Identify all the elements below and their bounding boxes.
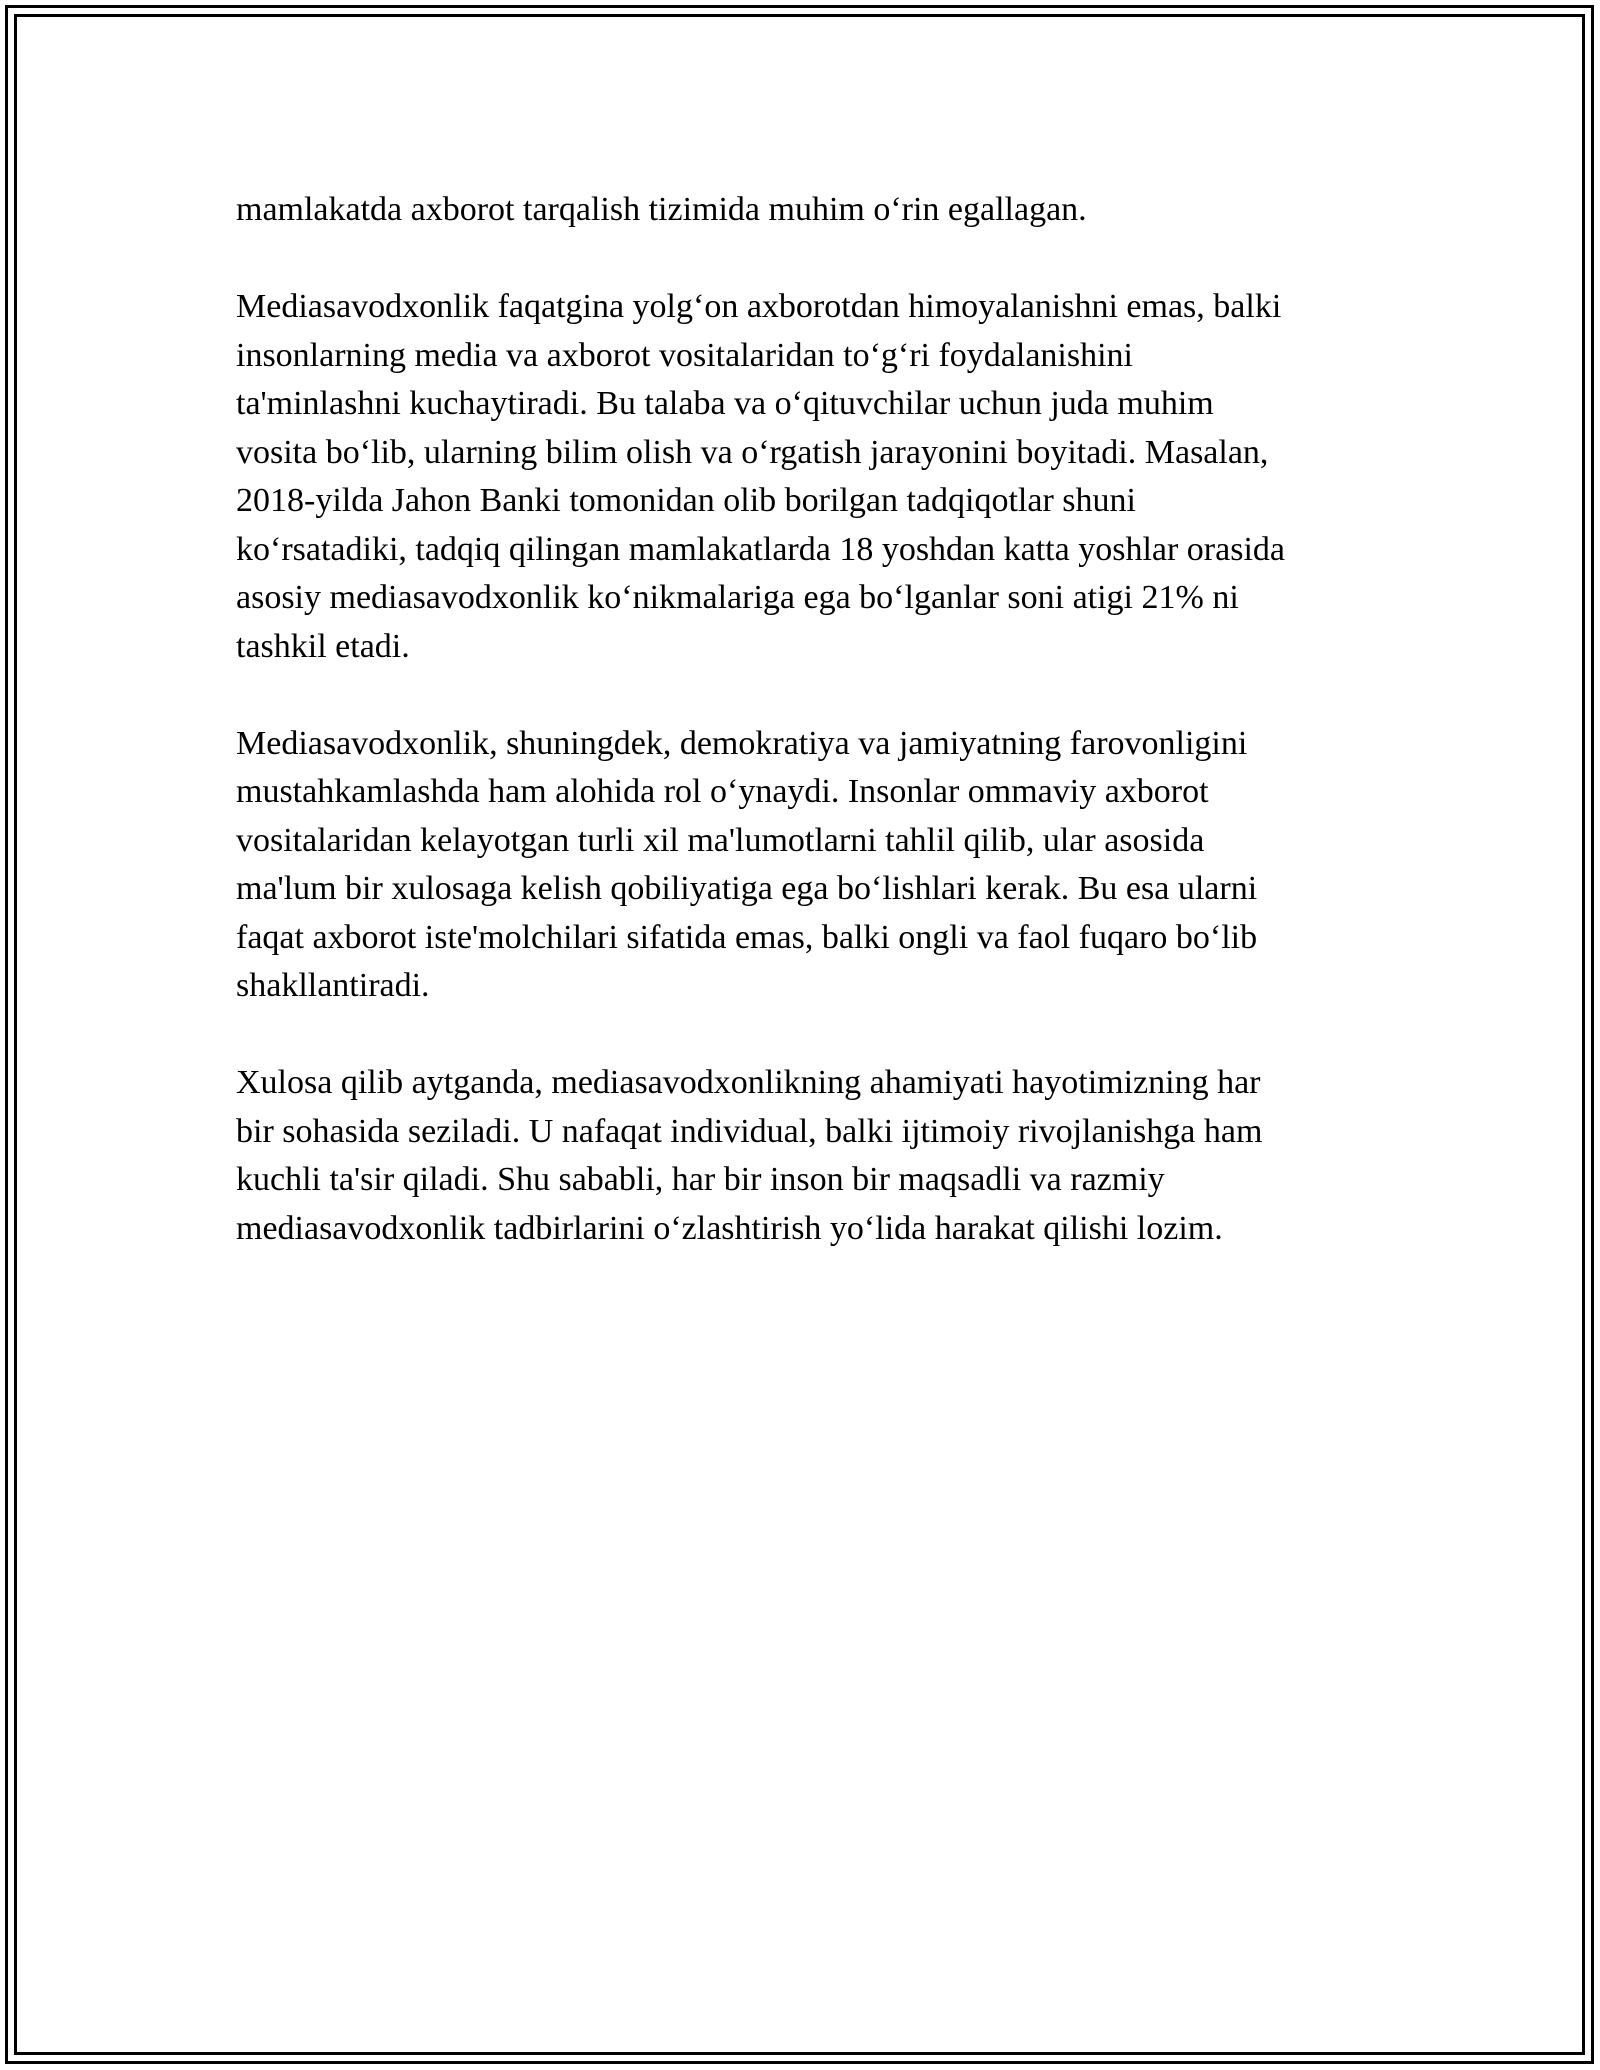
paragraph-spacer [236, 1011, 1386, 1060]
text-line: ko‘rsatadiki, tadqiq qilingan mamlakatlarda 18 yoshdan katta yoshlar orasida [236, 530, 1285, 568]
text-line: bir sohasida seziladi. U nafaqat individual, balki ijtimoiy rivojlanishga ham [236, 1112, 1263, 1150]
document-body [236, 186, 1386, 1253]
text-line: vositalaridan kelayotgan turli xil ma'lumotlarni tahlil qilib, ular asosida [236, 821, 1205, 859]
text-line: vosita bo‘lib, ularning bilim olish va o‘rgatish jarayonini boyitadi. Masalan, [236, 433, 1269, 471]
text-line: shakllantiradi. [236, 967, 430, 1004]
text-line: insonlarning media va axborot vositalaridan to‘g‘ri foydalanishini [236, 336, 1133, 374]
paragraph-4 [236, 1059, 1386, 1253]
text-line: tashkil etadi. [236, 627, 410, 665]
text-line: Xulosa qilib aytganda, mediasavodxonlikning ahamiyati hayotimizning har [236, 1064, 1261, 1101]
text-line: kuchli ta'sir qiladi. Shu sababli, har bir inson bir maqsadli va razmiy [236, 1161, 1165, 1198]
text-line: mustahkamlashda ham alohida rol o‘ynaydi. Insonlar ommaviy axborot [236, 773, 1209, 810]
paragraph-3 [236, 720, 1386, 1011]
paragraph-2 [236, 283, 1386, 671]
text-line: ta'minlashni kuchaytiradi. Bu talaba va o‘qituvchilar uchun juda muhim [236, 385, 1214, 422]
text-line: mediasavodxonlik tadbirlarini o‘zlashtirish yo‘lida harakat qilishi lozim. [236, 1209, 1223, 1247]
text-line: Mediasavodxonlik, shuningdek, demokratiya va jamiyatning farovonligini [236, 724, 1248, 762]
text-line: asosiy mediasavodxonlik ko‘nikmalariga ega bo‘lganlar soni atigi 21% ni [236, 579, 1239, 616]
text-line: Mediasavodxonlik faqatgina yolg‘on axborotdan himoyalanishni emas, balki [236, 288, 1282, 325]
text-line: 2018-yilda Jahon Banki tomonidan olib borilgan tadqiqotlar shuni [236, 482, 1136, 519]
text-line: ma'lum bir xulosaga kelish qobiliyatiga ega bo‘lishlari kerak. Bu esa ularni [236, 870, 1258, 907]
paragraph-spacer [236, 235, 1386, 284]
text-line: faqat axborot iste'molchilari sifatida emas, balki ongli va faol fuqaro bo‘lib [236, 918, 1258, 956]
paragraph-1 [236, 186, 1386, 235]
text-line: mamlakatda axborot tarqalish tizimida muhim o‘rin egallagan. [236, 191, 1087, 228]
paragraph-spacer [236, 671, 1386, 720]
